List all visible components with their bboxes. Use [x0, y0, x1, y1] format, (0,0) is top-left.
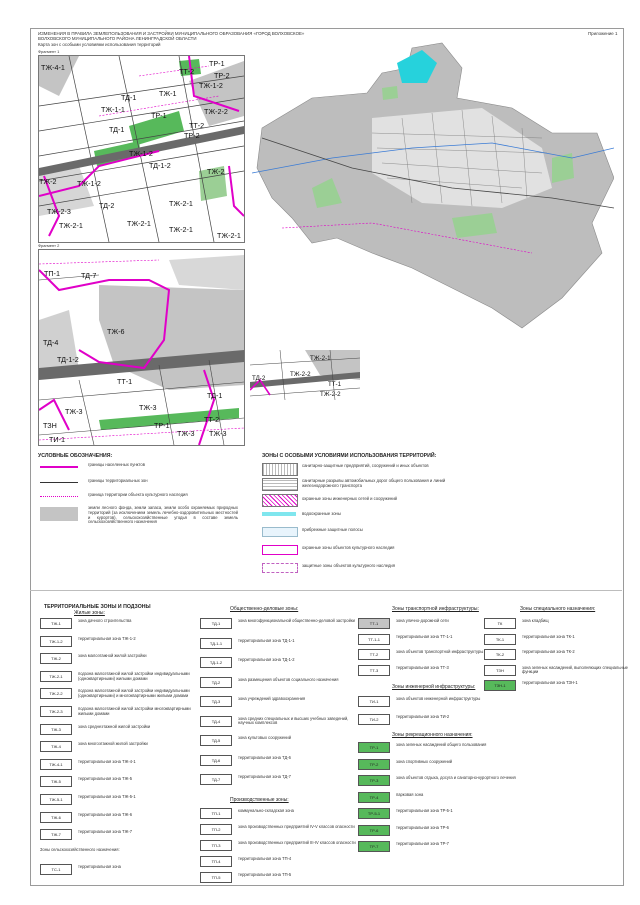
zone-label: ТП-1 [44, 269, 60, 278]
zone-description: территориальная зона ТД-1-2 [238, 657, 295, 662]
zone-label: ТР-2 [184, 131, 200, 140]
zone-code-box: ТЖ-4 [40, 741, 72, 752]
zone-code-box: ТК-2 [484, 649, 516, 660]
zone-description: зона объектов инженерной инфраструктуры [396, 696, 481, 701]
zone-code-box: ТТ-1-1 [358, 634, 390, 645]
zone-description: зона улично-дорожной сети [396, 618, 449, 623]
zone-code-box: ТП-1 [200, 808, 232, 819]
col2-heading-2: Производственные зоны: [230, 797, 289, 803]
col4-heading: Зоны специального назначения: [520, 606, 596, 612]
zone-description: территориальная зона ТР-5-1 [396, 808, 453, 813]
zone-description: парковая зона [396, 791, 424, 797]
zone-description: территориальная зона ТР-6 [396, 824, 449, 830]
zone-description: территориальная зона ТТ-3 [396, 664, 449, 670]
zone-label: ТЖ-2-1 [127, 219, 151, 228]
zone-description: зона дачного строительства [78, 618, 132, 623]
header-line-3: Карта зон с особыми условиями использования территорий [38, 41, 161, 47]
heritage-protective-symbol [262, 563, 298, 573]
legend-item-2: границы территориальных зон [88, 478, 148, 483]
zone-code-box: ТП-3 [200, 840, 232, 851]
col3-heading-3: Зоны рекреационного назначения: [392, 732, 473, 738]
zone-code-box: ТИ-2 [358, 714, 390, 725]
zone-label: ТД-1 [121, 93, 137, 102]
zone-label: ТЖ-3 [139, 403, 157, 412]
zone-label: ТЖ-4-1 [41, 63, 65, 72]
zone-description: зона многоэтажной жилой застройки [78, 741, 148, 747]
fragment-2-label: Фрагмент 2 [38, 243, 60, 248]
zone-label: ТЖ-1 [159, 89, 177, 98]
zone-code-box: ТД-3 [200, 696, 232, 707]
zone-description: зона производственных предприятий III-IV классов опасности [238, 840, 356, 845]
zone-code-box: ТР-7 [358, 841, 390, 852]
zone-label: ТР-1 [151, 111, 167, 120]
zone-code-box: ТЖ-2 [40, 653, 72, 664]
zone-code-box: ТЗН-1 [484, 680, 516, 691]
fragment-3-map[interactable] [250, 350, 360, 400]
zone-label: ТЖ-1-2 [77, 179, 101, 188]
zone-description: территориальная зона ТЖ-5 [78, 776, 133, 782]
zone-boundary-symbol [40, 482, 78, 483]
forest-lands-symbol [40, 507, 78, 521]
zone-label: ТЖ-1-2 [199, 81, 223, 90]
special-zone-4: водоохранные зоны [302, 511, 341, 516]
zone-description: зона спортивных сооружений [396, 758, 453, 764]
territorial-zones-title: ТЕРРИТОРИАЛЬНЫЕ ЗОНЫ И ПОДЗОНЫ [44, 604, 151, 610]
zone-code-box: ТЖ-1 [40, 618, 72, 629]
zone-code-box: ТР-5-1 [358, 808, 390, 819]
zone-description: территориальная зона ТТ-1-1 [396, 633, 453, 639]
fragment-1-label: Фрагмент 1 [38, 49, 60, 54]
zone-code-box: ТД-1-1 [200, 638, 232, 649]
zone-code-box: ТЗН [484, 665, 516, 676]
fragment-1-svg [39, 56, 244, 242]
zone-label: ТД-7 [81, 271, 97, 280]
zone-label: ТД-1-2 [57, 355, 79, 364]
zone-label: ТЖ-2-1 [59, 221, 83, 230]
zone-description: территориальная зона ТД-6 [238, 754, 291, 760]
zone-code-box: ТД-4 [200, 716, 232, 727]
fragment-2-map[interactable] [38, 249, 245, 446]
special-zone-1: санитарно-защитные предприятий, сооружений и иных объектов [302, 463, 429, 468]
zone-label: ТЖ-3 [177, 429, 195, 438]
legend-title: УСЛОВНЫЕ ОБОЗНАЧЕНИЯ: [38, 453, 113, 459]
zone-label: ТР-2 [214, 71, 230, 80]
special-zone-7: защитные зоны объектов культурного наследия [302, 563, 396, 568]
special-zones-title: ЗОНЫ С ОСОБЫМИ УСЛОВИЯМИ ИСПОЛЬЗОВАНИЯ ТЕРРИТОРИЙ: [262, 453, 437, 459]
zone-label: ТЖ-3 [65, 407, 83, 416]
zone-code-box: ТП-2 [200, 824, 232, 835]
zone-code-box: ТД-5 [200, 735, 232, 746]
zone-code-box: ТР-2 [358, 759, 390, 770]
zone-description: зона культовых сооружений [238, 735, 292, 740]
zone-code-box: ТД-1-2 [200, 657, 232, 668]
coastal-strip-symbol [262, 527, 298, 537]
zone-description: подзона малоэтажной жилой застройки индивидуальными (одноквартирными) и многоквартирными жилыми домами [78, 688, 190, 699]
zone-label: ТЗН [43, 421, 57, 430]
zone-description: зона размещения объектов социального назначения [238, 676, 339, 682]
water-protection-symbol [262, 512, 296, 516]
zone-code-box: ТЖ-2-1 [40, 671, 72, 682]
header-line-1: ИЗМЕНЕНИЯ В ПРАВИЛА ЗЕМЛЕПОЛЬЗОВАНИЯ И ЗАСТРОЙКИ МУНИЦИПАЛЬНОГО ОБРАЗОВАНИЯ «ГОРОД ВОЛХОВСКОЕ» [38, 31, 305, 36]
zone-description: территориальная зона ТЖ-6 [78, 811, 133, 817]
zone-description: территориальная зона ТП-5 [238, 872, 292, 877]
zone-label: ТЖ-2-1 [169, 199, 193, 208]
zone-label: ТР-1 [154, 421, 170, 430]
zone-description: территориальная зона ТЗН-1 [522, 680, 578, 685]
zone-label: ТТ-1 [117, 377, 133, 386]
zone-code-box: ТЖ-1-2 [40, 636, 72, 647]
zone-label: ТЖ-2-1 [310, 355, 331, 362]
header-line-2: ВОЛХОВСКОГО МУНИЦИПАЛЬНОГО РАЙОНА ЛЕНИНГРАДСКОЙ ОБЛАСТИ [38, 36, 197, 42]
zone-description: подзона малоэтажной жилой застройки индивидуальными (одноквартирными) жилыми домами [78, 670, 190, 681]
zone-code-box: ТЖ-2-2 [40, 688, 72, 699]
zone-label: ТЖ-2 [39, 177, 57, 186]
zone-code-box: ТД-7 [200, 774, 232, 785]
special-zone-6: охранные зоны объектов культурного наследия [302, 545, 395, 550]
zone-description: территориальная зона ТД-7 [238, 774, 291, 779]
zone-code-box: ТП-5 [200, 872, 232, 883]
zone-label: ТЖ-1-1 [101, 105, 125, 114]
zone-code-box: ТЖ-2-3 [40, 706, 72, 717]
zone-code-box: ТЖ-5-1 [40, 794, 72, 805]
zone-label: ТЖ-1-2 [129, 149, 153, 158]
zone-description: зона учреждений здравоохранения [238, 696, 306, 701]
zone-code-box: ТР-1 [358, 742, 390, 753]
col1-heading: Жилые зоны: [74, 610, 105, 616]
zone-label: ТР-1 [209, 59, 225, 68]
zone-label: ТТ-1 [328, 381, 342, 388]
settlement-boundary-symbol [40, 466, 78, 468]
fragment-3-svg [250, 350, 360, 400]
zone-code-box: ТЖ-7 [40, 829, 72, 840]
zone-label: ТД-1 [207, 391, 223, 400]
zone-label: ТЖ-6 [107, 327, 125, 336]
zone-description: территориальная зона ТИ-2 [396, 714, 450, 719]
zone-description: подзона малоэтажной жилой застройки многоквартирными жилыми домами [78, 706, 191, 716]
zone-code-box: ТК-1 [484, 634, 516, 645]
special-zone-5: прибрежные защитные полосы [302, 527, 363, 532]
col3-heading-2: Зоны инженерной инфраструктуры: [392, 684, 476, 690]
zone-label: ТЖ-2-1 [217, 231, 241, 240]
zone-description: зона объектов отдыха, досуга и санаторно-курортного лечения [396, 775, 516, 780]
zone-code-box: ТД-1 [200, 618, 232, 629]
zone-label: ТЖ-2-1 [169, 225, 193, 234]
overview-map[interactable] [252, 38, 614, 343]
zone-description: территориальная зона [78, 864, 121, 870]
zone-description: территориальная зона ТЖ-1-2 [78, 635, 136, 641]
zone-label: ТД-2 [99, 201, 115, 210]
zone-description: зона средних специальных и высших учебных заведений, научных комплексов [238, 715, 349, 726]
legend-item-4: земли лесного фонда, земли запаса, земли особо охраняемых природных территорий (за исключением земель лечебно-оздоровительных местностей и курортов), сельскохозяйственные угодья в составе земель сельскохозяйственного назначения [88, 505, 238, 525]
special-zone-2: санитарные разрывы автомобильных дорог общего пользования и линий железнодорожного транспорта [302, 478, 446, 488]
zone-label: ТЖ-2-2 [290, 371, 311, 378]
gray-zone [169, 255, 244, 290]
zone-label: ТД-1 [109, 125, 125, 134]
zone-label: ТД-1-2 [149, 161, 171, 170]
zone-label: ТЖ-2-2 [320, 391, 341, 398]
zone-label: ТЖ-2 [207, 167, 225, 176]
zone-code-box: ТЖ-3 [40, 724, 72, 735]
appendix-label: Приложение 1 [588, 31, 618, 36]
zone-description: территориальная зона ТД-1-1 [238, 637, 295, 643]
zone-description: зона кладбищ [522, 618, 549, 623]
heritage-boundary-symbol [40, 496, 78, 497]
zone-code-box: ТС-1 [40, 864, 72, 875]
zone-description: территориальная зона ТЖ-7 [78, 829, 133, 835]
zone-label: ТТ-2 [179, 67, 195, 76]
zone-description: территориальная зона ТЖ-5-1 [78, 794, 136, 799]
zone-description: зона многофункциональной общественно-деловой застройки [238, 618, 355, 623]
zone-label: ТЖ-2-3 [47, 207, 71, 216]
engineering-zone-symbol [262, 494, 298, 507]
sanitary-zone-symbol [262, 463, 298, 476]
zone-label: ТТ-2 [189, 121, 205, 130]
zone-description: зона производственных предприятий IV-V классов опасности [238, 824, 355, 829]
legend-item-3: граница территории объекта культурного наследия [88, 492, 188, 497]
zone-description: территориальная зона ТЖ-4-1 [78, 758, 136, 764]
zone-label: ТД-4 [43, 338, 59, 347]
zone-description: территориальная зона ТП-4 [238, 856, 292, 861]
zone-description: территориальная зона ТК-1 [522, 633, 575, 639]
zone-code-box: ТД-2 [200, 677, 232, 688]
fragment-1-map[interactable] [38, 55, 245, 243]
fragment-2-svg [39, 250, 244, 445]
zone-code-box: ТК [484, 618, 516, 629]
zone-subheading: Зоны сельскохозяйственного назначения: [40, 846, 120, 852]
zone-code-box: ТР-4 [358, 792, 390, 803]
zone-description: зона зеленых насаждений общего пользования [396, 742, 487, 747]
zone-description: коммунально-складская зона [238, 808, 294, 813]
zone-description: территориальная зона ТК-2 [522, 649, 575, 654]
zone-label: ТД-2 [252, 375, 266, 382]
zone-code-box: ТЖ-5 [40, 776, 72, 787]
zone-code-box: ТТ-2 [358, 649, 390, 660]
zone-description: зона малоэтажной жилой застройки [78, 653, 147, 659]
zone-label: ТЖ-2-2 [204, 107, 228, 116]
road-gap-symbol [262, 478, 298, 491]
zone-code-box: ТД-6 [200, 755, 232, 766]
zone-code-box: ТР-6 [358, 825, 390, 836]
zone-code-box: ТР-3 [358, 775, 390, 786]
zone-description: зона объектов транспортной инфраструктуры [396, 649, 484, 654]
zone-code-box: ТЖ-6 [40, 812, 72, 823]
zone-label: ТЖ-3 [209, 429, 227, 438]
legend-item-1: границы населенных пунктов [88, 462, 145, 467]
zone-code-box: ТИ-1 [358, 696, 390, 707]
zone-code-box: ТП-4 [200, 856, 232, 867]
zone-code-box: ТТ-1 [358, 618, 390, 629]
col3-heading: Зоны транспортной инфраструктуры: [392, 606, 479, 612]
zone-label: ТТ-2 [204, 415, 220, 424]
zone-description: зона среднеэтажной жилой застройки [78, 723, 151, 729]
zone-description: территориальная зона ТР-7 [396, 841, 449, 846]
zone-description: зона зеленых насаждений, выполняющих специальные функции [522, 664, 628, 675]
heritage-protection-symbol [262, 545, 298, 555]
zone-code-box: ТТ-3 [358, 665, 390, 676]
zone-code-box: ТЖ-4-1 [40, 759, 72, 770]
overview-svg [252, 38, 614, 343]
zone-label: ТИ-1 [49, 435, 65, 444]
divider [30, 590, 622, 591]
special-zone-3: охранные зоны инженерных сетей и сооружений [302, 496, 398, 501]
col2-heading: Общественно-деловые зоны: [230, 606, 299, 612]
